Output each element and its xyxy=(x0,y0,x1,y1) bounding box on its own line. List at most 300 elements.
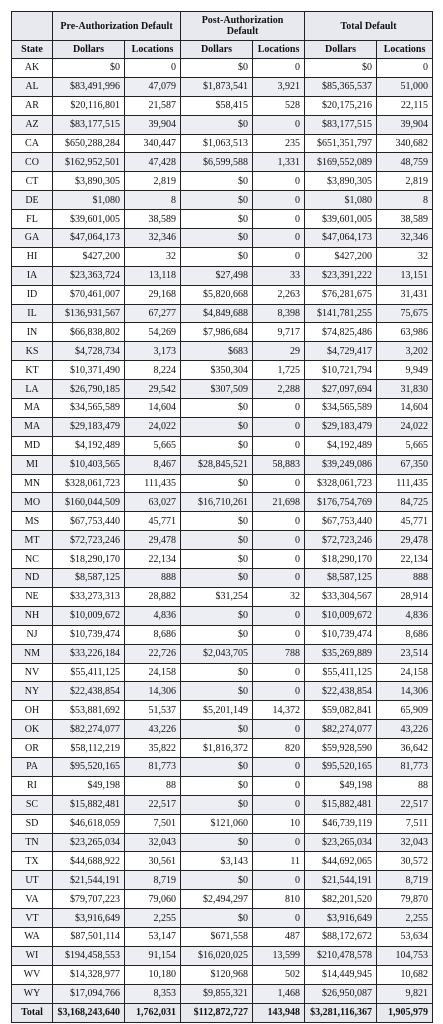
cell-post-dollars: $0 xyxy=(181,682,253,701)
cell-total-locations: 0 xyxy=(377,59,433,78)
cell-pre-dollars: $136,931,567 xyxy=(53,304,125,323)
table-row xyxy=(12,361,433,380)
cell-post-locations: 21,698 xyxy=(253,493,305,512)
cell-total-dollars: $0 xyxy=(305,59,377,78)
cell-post-locations: 0 xyxy=(253,436,305,455)
cell-post-locations: 0 xyxy=(253,720,305,739)
cell-total-dollars: $20,175,216 xyxy=(305,96,377,115)
cell-pre-dollars: $10,739,474 xyxy=(53,625,125,644)
default-table xyxy=(11,11,433,1023)
cell-post-locations: 820 xyxy=(253,739,305,758)
column-header-post-dollars: Dollars xyxy=(181,41,253,59)
table-body xyxy=(12,59,433,1004)
cell-total-dollars: $49,198 xyxy=(305,776,377,795)
cell-pre-dollars: $70,461,007 xyxy=(53,285,125,304)
cell-total-dollars: $72,723,246 xyxy=(305,531,377,550)
cell-post-dollars: $4,849,688 xyxy=(181,304,253,323)
cell-total-locations: 84,725 xyxy=(377,493,433,512)
cell-pre-dollars: $82,274,077 xyxy=(53,720,125,739)
cell-post-dollars: $0 xyxy=(181,606,253,625)
cell-state: KS xyxy=(12,342,53,361)
cell-state: AZ xyxy=(12,115,53,134)
cell-state: MA xyxy=(12,417,53,436)
cell-post-locations: 0 xyxy=(253,59,305,78)
cell-post-dollars: $121,060 xyxy=(181,814,253,833)
cell-total-locations: 13,151 xyxy=(377,266,433,285)
cell-pre-locations: 32,043 xyxy=(125,833,181,852)
cell-pre-locations: 39,904 xyxy=(125,115,181,134)
cell-pre-dollars: $26,790,185 xyxy=(53,380,125,399)
cell-pre-locations: 88 xyxy=(125,776,181,795)
cell-pre-locations: 21,587 xyxy=(125,96,181,115)
cell-total-locations: 32 xyxy=(377,247,433,266)
cell-pre-dollars: $39,601,005 xyxy=(53,210,125,229)
table-row xyxy=(12,701,433,720)
cell-post-dollars: $5,201,149 xyxy=(181,701,253,720)
cell-post-locations: 32 xyxy=(253,587,305,606)
cell-post-dollars: $0 xyxy=(181,436,253,455)
cell-state: IL xyxy=(12,304,53,323)
cell-total-dollars: $1,080 xyxy=(305,191,377,210)
cell-total-dollars: $67,753,440 xyxy=(305,512,377,531)
cell-pre-locations: 51,537 xyxy=(125,701,181,720)
cell-pre-dollars: $10,403,565 xyxy=(53,455,125,474)
cell-total-locations: 24,022 xyxy=(377,417,433,436)
cell-post-dollars: $16,020,025 xyxy=(181,946,253,965)
cell-total-dollars: $26,950,087 xyxy=(305,984,377,1003)
total-pre-locations: 1,762,031 xyxy=(125,1003,181,1022)
cell-post-locations: 0 xyxy=(253,474,305,493)
cell-post-dollars: $0 xyxy=(181,417,253,436)
cell-post-locations: 11 xyxy=(253,852,305,871)
table-row xyxy=(12,720,433,739)
cell-total-dollars: $88,172,672 xyxy=(305,927,377,946)
cell-pre-dollars: $0 xyxy=(53,59,125,78)
cell-state: TX xyxy=(12,852,53,871)
cell-state: WI xyxy=(12,946,53,965)
cell-post-locations: 0 xyxy=(253,833,305,852)
cell-pre-dollars: $1,080 xyxy=(53,191,125,210)
cell-total-locations: 9,949 xyxy=(377,361,433,380)
cell-post-dollars: $0 xyxy=(181,247,253,266)
cell-total-locations: 31,431 xyxy=(377,285,433,304)
cell-total-locations: 79,870 xyxy=(377,890,433,909)
cell-total-locations: 88 xyxy=(377,776,433,795)
column-header-post-locations: Locations xyxy=(253,41,305,59)
cell-total-locations: 2,819 xyxy=(377,172,433,191)
cell-post-dollars: $31,254 xyxy=(181,587,253,606)
cell-state: AL xyxy=(12,77,53,96)
cell-post-locations: 0 xyxy=(253,757,305,776)
cell-total-locations: 45,771 xyxy=(377,512,433,531)
cell-state: SD xyxy=(12,814,53,833)
cell-post-locations: 33 xyxy=(253,266,305,285)
cell-total-dollars: $10,739,474 xyxy=(305,625,377,644)
cell-pre-locations: 13,118 xyxy=(125,266,181,285)
cell-post-dollars: $683 xyxy=(181,342,253,361)
cell-pre-locations: 8,719 xyxy=(125,871,181,890)
cell-pre-locations: 2,819 xyxy=(125,172,181,191)
cell-total-locations: 32,043 xyxy=(377,833,433,852)
cell-total-dollars: $10,721,794 xyxy=(305,361,377,380)
cell-total-dollars: $27,097,694 xyxy=(305,380,377,399)
cell-pre-locations: 30,561 xyxy=(125,852,181,871)
cell-total-dollars: $82,274,077 xyxy=(305,720,377,739)
cell-post-dollars: $5,820,668 xyxy=(181,285,253,304)
cell-post-dollars: $0 xyxy=(181,172,253,191)
cell-pre-dollars: $49,198 xyxy=(53,776,125,795)
cell-post-locations: 0 xyxy=(253,682,305,701)
cell-total-locations: 65,909 xyxy=(377,701,433,720)
cell-state: VT xyxy=(12,909,53,928)
cell-pre-dollars: $29,183,479 xyxy=(53,417,125,436)
cell-post-dollars: $2,494,297 xyxy=(181,890,253,909)
cell-post-locations: 0 xyxy=(253,625,305,644)
cell-pre-dollars: $4,728,734 xyxy=(53,342,125,361)
total-label: Total xyxy=(12,1003,53,1022)
cell-post-locations: 0 xyxy=(253,417,305,436)
cell-state: UT xyxy=(12,871,53,890)
table-row xyxy=(12,852,433,871)
cell-post-locations: 502 xyxy=(253,965,305,984)
cell-total-dollars: $21,544,191 xyxy=(305,871,377,890)
cell-state: GA xyxy=(12,229,53,248)
cell-pre-dollars: $72,723,246 xyxy=(53,531,125,550)
cell-pre-locations: 8 xyxy=(125,191,181,210)
table-row xyxy=(12,153,433,172)
cell-pre-dollars: $58,112,219 xyxy=(53,739,125,758)
cell-pre-dollars: $53,881,692 xyxy=(53,701,125,720)
cell-pre-dollars: $95,520,165 xyxy=(53,757,125,776)
column-header-pre-locations: Locations xyxy=(125,41,181,59)
cell-total-dollars: $22,438,854 xyxy=(305,682,377,701)
cell-pre-dollars: $20,116,801 xyxy=(53,96,125,115)
cell-post-dollars: $16,710,261 xyxy=(181,493,253,512)
cell-pre-dollars: $44,688,922 xyxy=(53,852,125,871)
cell-pre-locations: 35,822 xyxy=(125,739,181,758)
cell-pre-locations: 24,022 xyxy=(125,417,181,436)
table-row xyxy=(12,739,433,758)
cell-total-dollars: $176,754,769 xyxy=(305,493,377,512)
cell-post-dollars: $0 xyxy=(181,512,253,531)
total-row xyxy=(12,1003,433,1022)
cell-post-locations: 788 xyxy=(253,644,305,663)
cell-post-locations: 0 xyxy=(253,550,305,569)
cell-post-locations: 10 xyxy=(253,814,305,833)
cell-post-dollars: $0 xyxy=(181,115,253,134)
cell-total-locations: 75,675 xyxy=(377,304,433,323)
cell-post-locations: 0 xyxy=(253,909,305,928)
cell-post-dollars: $671,558 xyxy=(181,927,253,946)
cell-pre-locations: 29,478 xyxy=(125,531,181,550)
cell-state: SC xyxy=(12,795,53,814)
cell-state: ND xyxy=(12,569,53,588)
cell-pre-locations: 79,060 xyxy=(125,890,181,909)
table-row xyxy=(12,569,433,588)
cell-state: NV xyxy=(12,663,53,682)
cell-total-locations: 9,821 xyxy=(377,984,433,1003)
cell-post-locations: 0 xyxy=(253,210,305,229)
cell-pre-dollars: $4,192,489 xyxy=(53,436,125,455)
table-row xyxy=(12,776,433,795)
cell-post-dollars: $0 xyxy=(181,191,253,210)
cell-post-locations: 0 xyxy=(253,663,305,682)
cell-pre-locations: 4,836 xyxy=(125,606,181,625)
cell-pre-dollars: $194,458,553 xyxy=(53,946,125,965)
cell-post-dollars: $0 xyxy=(181,474,253,493)
cell-total-locations: 36,642 xyxy=(377,739,433,758)
cell-pre-locations: 340,447 xyxy=(125,134,181,153)
cell-state: OH xyxy=(12,701,53,720)
cell-post-dollars: $0 xyxy=(181,757,253,776)
cell-total-dollars: $44,692,065 xyxy=(305,852,377,871)
cell-total-dollars: $33,304,567 xyxy=(305,587,377,606)
cell-post-locations: 0 xyxy=(253,115,305,134)
cell-pre-locations: 7,501 xyxy=(125,814,181,833)
cell-total-dollars: $39,601,005 xyxy=(305,210,377,229)
cell-post-locations: 0 xyxy=(253,512,305,531)
cell-pre-locations: 10,180 xyxy=(125,965,181,984)
cell-state: NE xyxy=(12,587,53,606)
cell-post-dollars: $1,063,513 xyxy=(181,134,253,153)
cell-total-dollars: $3,890,305 xyxy=(305,172,377,191)
cell-pre-dollars: $83,177,515 xyxy=(53,115,125,134)
cell-pre-locations: 47,428 xyxy=(125,153,181,172)
table-row xyxy=(12,663,433,682)
table-row xyxy=(12,342,433,361)
cell-state: AR xyxy=(12,96,53,115)
cell-pre-locations: 22,134 xyxy=(125,550,181,569)
cell-pre-dollars: $427,200 xyxy=(53,247,125,266)
cell-pre-dollars: $23,265,034 xyxy=(53,833,125,852)
total-post-locations: 143,948 xyxy=(253,1003,305,1022)
cell-state: RI xyxy=(12,776,53,795)
cell-total-locations: 104,753 xyxy=(377,946,433,965)
cell-total-locations: 8 xyxy=(377,191,433,210)
group-header-empty xyxy=(12,12,53,41)
total-total-dollars: $3,281,116,367 xyxy=(305,1003,377,1022)
cell-post-dollars: $0 xyxy=(181,776,253,795)
cell-total-locations: 14,604 xyxy=(377,399,433,418)
cell-total-locations: 10,682 xyxy=(377,965,433,984)
table-row xyxy=(12,474,433,493)
cell-total-dollars: $23,265,034 xyxy=(305,833,377,852)
cell-total-dollars: $47,064,173 xyxy=(305,229,377,248)
group-header-pre-authorization: Pre-Authorization Default xyxy=(53,12,181,41)
cell-post-locations: 29 xyxy=(253,342,305,361)
cell-total-locations: 32,346 xyxy=(377,229,433,248)
cell-pre-dollars: $22,438,854 xyxy=(53,682,125,701)
cell-pre-dollars: $83,491,996 xyxy=(53,77,125,96)
cell-post-locations: 1,331 xyxy=(253,153,305,172)
cell-pre-locations: 0 xyxy=(125,59,181,78)
table-row xyxy=(12,625,433,644)
cell-pre-locations: 22,726 xyxy=(125,644,181,663)
cell-pre-dollars: $328,061,723 xyxy=(53,474,125,493)
cell-state: NC xyxy=(12,550,53,569)
column-header-total-locations: Locations xyxy=(377,41,433,59)
cell-pre-locations: 14,306 xyxy=(125,682,181,701)
cell-post-locations: 0 xyxy=(253,871,305,890)
cell-total-locations: 4,836 xyxy=(377,606,433,625)
cell-post-locations: 0 xyxy=(253,247,305,266)
cell-total-dollars: $8,587,125 xyxy=(305,569,377,588)
cell-pre-locations: 67,277 xyxy=(125,304,181,323)
cell-total-dollars: $4,192,489 xyxy=(305,436,377,455)
cell-state: OR xyxy=(12,739,53,758)
cell-post-dollars: $6,599,588 xyxy=(181,153,253,172)
cell-post-locations: 13,599 xyxy=(253,946,305,965)
cell-state: TN xyxy=(12,833,53,852)
cell-total-dollars: $3,916,649 xyxy=(305,909,377,928)
cell-total-dollars: $39,249,086 xyxy=(305,455,377,474)
table-row xyxy=(12,890,433,909)
cell-pre-dollars: $162,952,501 xyxy=(53,153,125,172)
cell-total-locations: 81,773 xyxy=(377,757,433,776)
cell-post-dollars: $9,855,321 xyxy=(181,984,253,1003)
table-row xyxy=(12,115,433,134)
cell-total-locations: 53,634 xyxy=(377,927,433,946)
cell-post-locations: 810 xyxy=(253,890,305,909)
group-header-total: Total Default xyxy=(305,12,433,41)
table-row xyxy=(12,682,433,701)
cell-total-dollars: $141,781,255 xyxy=(305,304,377,323)
cell-total-locations: 888 xyxy=(377,569,433,588)
cell-pre-locations: 8,686 xyxy=(125,625,181,644)
cell-total-locations: 48,759 xyxy=(377,153,433,172)
cell-post-dollars: $0 xyxy=(181,625,253,644)
cell-pre-locations: 53,147 xyxy=(125,927,181,946)
cell-pre-locations: 28,882 xyxy=(125,587,181,606)
cell-state: MD xyxy=(12,436,53,455)
table-row xyxy=(12,644,433,663)
cell-post-locations: 9,717 xyxy=(253,323,305,342)
cell-pre-locations: 8,353 xyxy=(125,984,181,1003)
cell-state: MN xyxy=(12,474,53,493)
column-header-row xyxy=(12,41,433,59)
table-header xyxy=(12,12,433,59)
cell-total-locations: 2,255 xyxy=(377,909,433,928)
table-row xyxy=(12,96,433,115)
table-row xyxy=(12,587,433,606)
cell-post-locations: 0 xyxy=(253,531,305,550)
cell-total-locations: 24,158 xyxy=(377,663,433,682)
cell-state: MO xyxy=(12,493,53,512)
cell-pre-dollars: $3,890,305 xyxy=(53,172,125,191)
cell-post-dollars: $0 xyxy=(181,399,253,418)
cell-total-locations: 111,435 xyxy=(377,474,433,493)
cell-pre-dollars: $14,328,977 xyxy=(53,965,125,984)
cell-pre-dollars: $15,882,481 xyxy=(53,795,125,814)
cell-state: LA xyxy=(12,380,53,399)
cell-total-locations: 8,686 xyxy=(377,625,433,644)
cell-total-locations: 22,517 xyxy=(377,795,433,814)
cell-pre-locations: 22,517 xyxy=(125,795,181,814)
table-row xyxy=(12,247,433,266)
cell-state: CT xyxy=(12,172,53,191)
cell-pre-locations: 14,604 xyxy=(125,399,181,418)
total-pre-dollars: $3,168,243,640 xyxy=(53,1003,125,1022)
cell-pre-dollars: $33,273,313 xyxy=(53,587,125,606)
cell-pre-locations: 45,771 xyxy=(125,512,181,531)
cell-post-locations: 1,468 xyxy=(253,984,305,1003)
cell-state: NH xyxy=(12,606,53,625)
cell-state: MT xyxy=(12,531,53,550)
cell-total-locations: 22,134 xyxy=(377,550,433,569)
cell-state: NJ xyxy=(12,625,53,644)
cell-total-dollars: $651,351,797 xyxy=(305,134,377,153)
table-row xyxy=(12,909,433,928)
cell-post-locations: 2,263 xyxy=(253,285,305,304)
cell-pre-locations: 29,542 xyxy=(125,380,181,399)
cell-pre-locations: 29,168 xyxy=(125,285,181,304)
table-row xyxy=(12,871,433,890)
cell-state: HI xyxy=(12,247,53,266)
cell-total-locations: 28,914 xyxy=(377,587,433,606)
cell-state: CA xyxy=(12,134,53,153)
cell-total-dollars: $76,281,675 xyxy=(305,285,377,304)
cell-post-locations: 1,725 xyxy=(253,361,305,380)
table-row xyxy=(12,134,433,153)
cell-post-locations: 14,372 xyxy=(253,701,305,720)
cell-post-locations: 3,921 xyxy=(253,77,305,96)
cell-pre-locations: 24,158 xyxy=(125,663,181,682)
cell-total-dollars: $85,365,537 xyxy=(305,77,377,96)
column-header-pre-dollars: Dollars xyxy=(53,41,125,59)
cell-pre-locations: 38,589 xyxy=(125,210,181,229)
cell-post-dollars: $0 xyxy=(181,229,253,248)
table-row xyxy=(12,512,433,531)
cell-post-locations: 8,398 xyxy=(253,304,305,323)
cell-post-locations: 0 xyxy=(253,172,305,191)
table-row xyxy=(12,59,433,78)
cell-total-dollars: $46,739,119 xyxy=(305,814,377,833)
table-row xyxy=(12,795,433,814)
cell-pre-locations: 888 xyxy=(125,569,181,588)
cell-state: MS xyxy=(12,512,53,531)
group-header-post-authorization: Post-Authorization Default xyxy=(181,12,305,41)
cell-total-locations: 8,719 xyxy=(377,871,433,890)
cell-pre-dollars: $160,044,509 xyxy=(53,493,125,512)
total-post-dollars: $112,872,727 xyxy=(181,1003,253,1022)
table-row xyxy=(12,493,433,512)
cell-pre-dollars: $66,838,802 xyxy=(53,323,125,342)
cell-pre-dollars: $18,290,170 xyxy=(53,550,125,569)
cell-pre-dollars: $55,411,125 xyxy=(53,663,125,682)
cell-total-locations: 23,514 xyxy=(377,644,433,663)
cell-post-locations: 58,883 xyxy=(253,455,305,474)
cell-pre-dollars: $47,064,173 xyxy=(53,229,125,248)
cell-post-dollars: $1,873,541 xyxy=(181,77,253,96)
table-row xyxy=(12,323,433,342)
cell-total-dollars: $10,009,672 xyxy=(305,606,377,625)
cell-total-dollars: $4,729,417 xyxy=(305,342,377,361)
cell-post-dollars: $3,143 xyxy=(181,852,253,871)
cell-total-dollars: $427,200 xyxy=(305,247,377,266)
cell-total-locations: 31,830 xyxy=(377,380,433,399)
cell-state: PA xyxy=(12,757,53,776)
cell-state: DE xyxy=(12,191,53,210)
cell-post-locations: 0 xyxy=(253,606,305,625)
cell-post-dollars: $2,043,705 xyxy=(181,644,253,663)
cell-total-dollars: $34,565,589 xyxy=(305,399,377,418)
cell-post-dollars: $0 xyxy=(181,210,253,229)
cell-pre-locations: 91,154 xyxy=(125,946,181,965)
cell-pre-dollars: $46,618,059 xyxy=(53,814,125,833)
cell-pre-dollars: $10,371,490 xyxy=(53,361,125,380)
table-row xyxy=(12,757,433,776)
table-row xyxy=(12,436,433,455)
